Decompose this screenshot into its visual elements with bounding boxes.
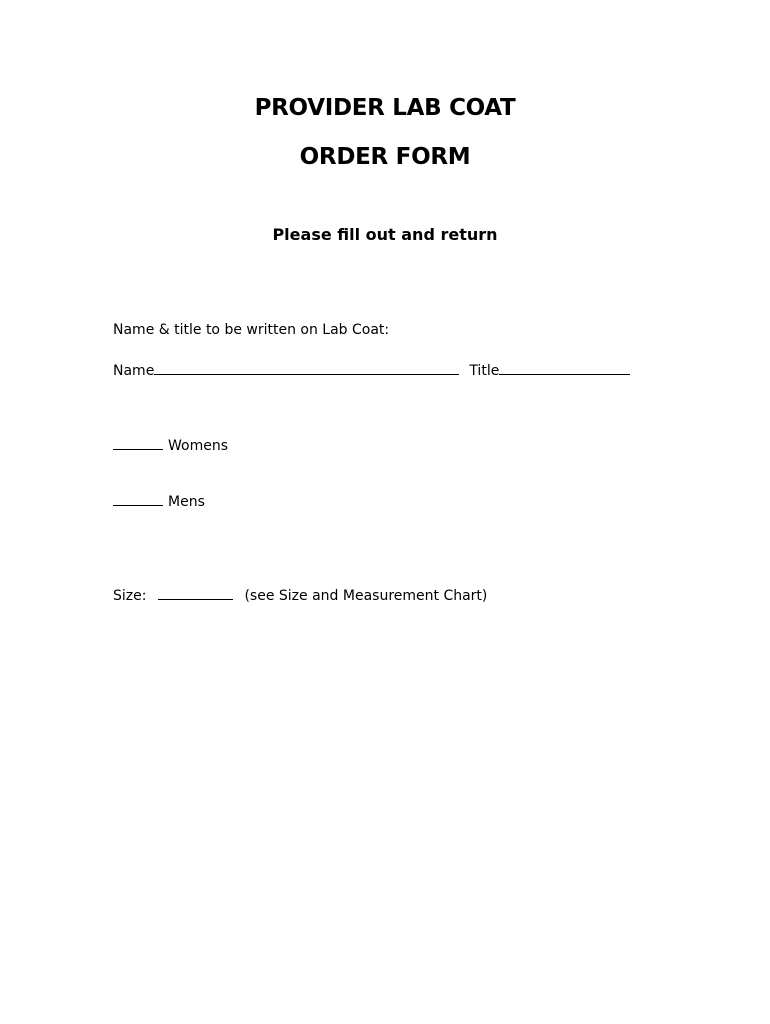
womens-label: Womens xyxy=(168,438,229,454)
size-blank-field[interactable] xyxy=(158,585,233,600)
name-label: Name xyxy=(113,363,155,379)
size-label: Size: xyxy=(113,588,147,604)
form-title-line-2: ORDER FORM xyxy=(299,144,471,170)
womens-blank-field[interactable] xyxy=(113,435,163,450)
mens-row xyxy=(113,491,205,510)
size-row xyxy=(113,585,487,604)
mens-blank-field[interactable] xyxy=(113,491,163,506)
size-chart-note: (see Size and Measurement Chart) xyxy=(244,588,488,604)
name-blank-field[interactable] xyxy=(154,360,459,375)
form-instructions: Please fill out and return xyxy=(272,225,498,244)
mens-label: Mens xyxy=(168,494,205,510)
title-label: Title xyxy=(469,363,500,379)
lab-coat-text-intro: Name & title to be written on Lab Coat: xyxy=(113,322,390,338)
womens-row xyxy=(113,435,228,454)
name-title-row xyxy=(113,360,630,379)
form-title-line-1: PROVIDER LAB COAT xyxy=(254,95,516,121)
title-blank-field[interactable] xyxy=(499,360,630,375)
